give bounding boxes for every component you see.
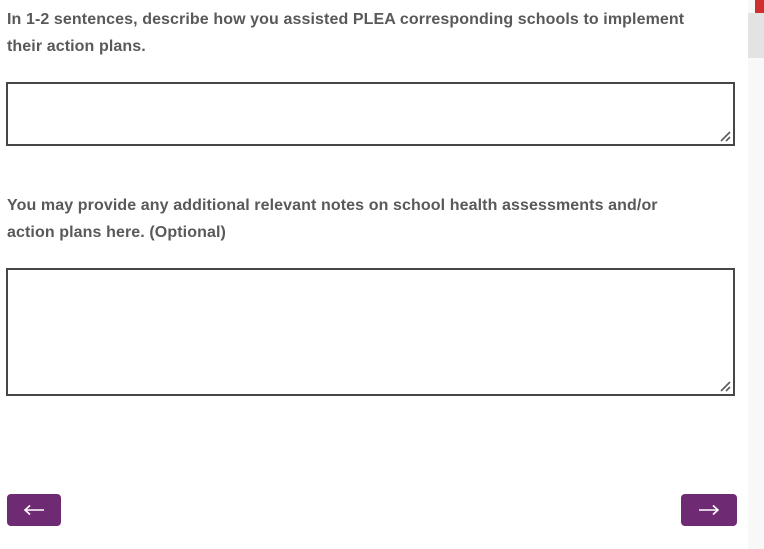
scrollbar-track[interactable] xyxy=(748,0,764,549)
arrow-right-icon xyxy=(698,504,720,516)
resize-grip-icon[interactable] xyxy=(718,379,731,392)
resize-grip-icon[interactable] xyxy=(718,129,731,142)
scrollbar-thumb[interactable] xyxy=(748,13,764,58)
question-1-textarea-wrap xyxy=(6,82,735,146)
arrow-left-icon xyxy=(23,504,45,516)
back-button[interactable] xyxy=(7,494,61,526)
question-1-label: In 1-2 sentences, describe how you assisted PLEA corresponding schools to implement their action plans. xyxy=(7,11,685,55)
next-button[interactable] xyxy=(681,494,737,526)
question-2-textarea[interactable] xyxy=(6,268,735,396)
scrollbar-red-marker xyxy=(755,0,764,13)
question-2-textarea-wrap xyxy=(6,268,735,396)
question-2-label: You may provide any additional relevant notes on school health assessments and/or action plans here. (Optional) xyxy=(7,197,658,241)
question-1-textarea[interactable] xyxy=(6,82,735,146)
